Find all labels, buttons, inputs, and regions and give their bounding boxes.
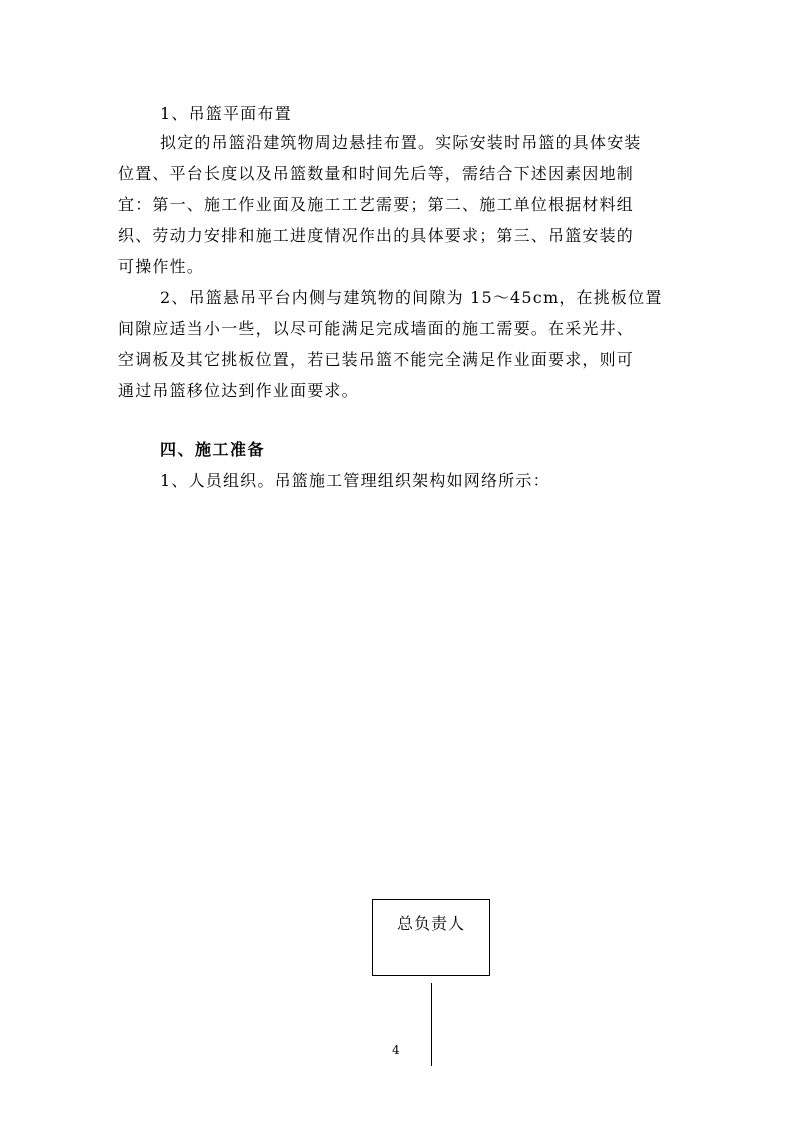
paragraph-line: 织、劳动力安排和施工进度情况作出的具体要求；第三、吊篮安装的 (118, 226, 635, 245)
org-chart-top-label: 总负责人 (396, 914, 465, 933)
paragraph-line: 宜：第一、施工作业面及施工工艺需要；第二、施工单位根据材料组 (118, 195, 635, 214)
org-chart-connector (431, 983, 432, 1066)
page-number: 4 (392, 1043, 400, 1057)
section-title: 1、吊篮平面布置 (160, 104, 292, 123)
paragraph-line: 空调板及其它挑板位置，若已装吊篮不能完全满足作业面要求，则可 (118, 350, 635, 369)
section-heading: 四、施工准备 (160, 440, 266, 459)
paragraph-line: 位置、平台长度以及吊篮数量和时间先后等，需结合下述因素因地制 (118, 164, 635, 183)
list-item: 1、人员组织。吊篮施工管理组织架构如网络所示： (160, 471, 550, 490)
paragraph-line: 间隙应适当小一些，以尽可能满足完成墙面的施工需要。在采光井、 (118, 319, 635, 338)
org-chart-top-box (372, 899, 490, 976)
paragraph-line: 2、吊篮悬吊平台内侧与建筑物的间隙为 15～45cm，在挑板位置 (160, 288, 663, 307)
paragraph-line: 拟定的吊篮沿建筑物周边悬挂布置。实际安装时吊篮的具体安装 (160, 133, 642, 152)
paragraph-line: 可操作性。 (118, 257, 205, 276)
paragraph-line: 通过吊篮移位达到作业面要求。 (118, 381, 359, 400)
